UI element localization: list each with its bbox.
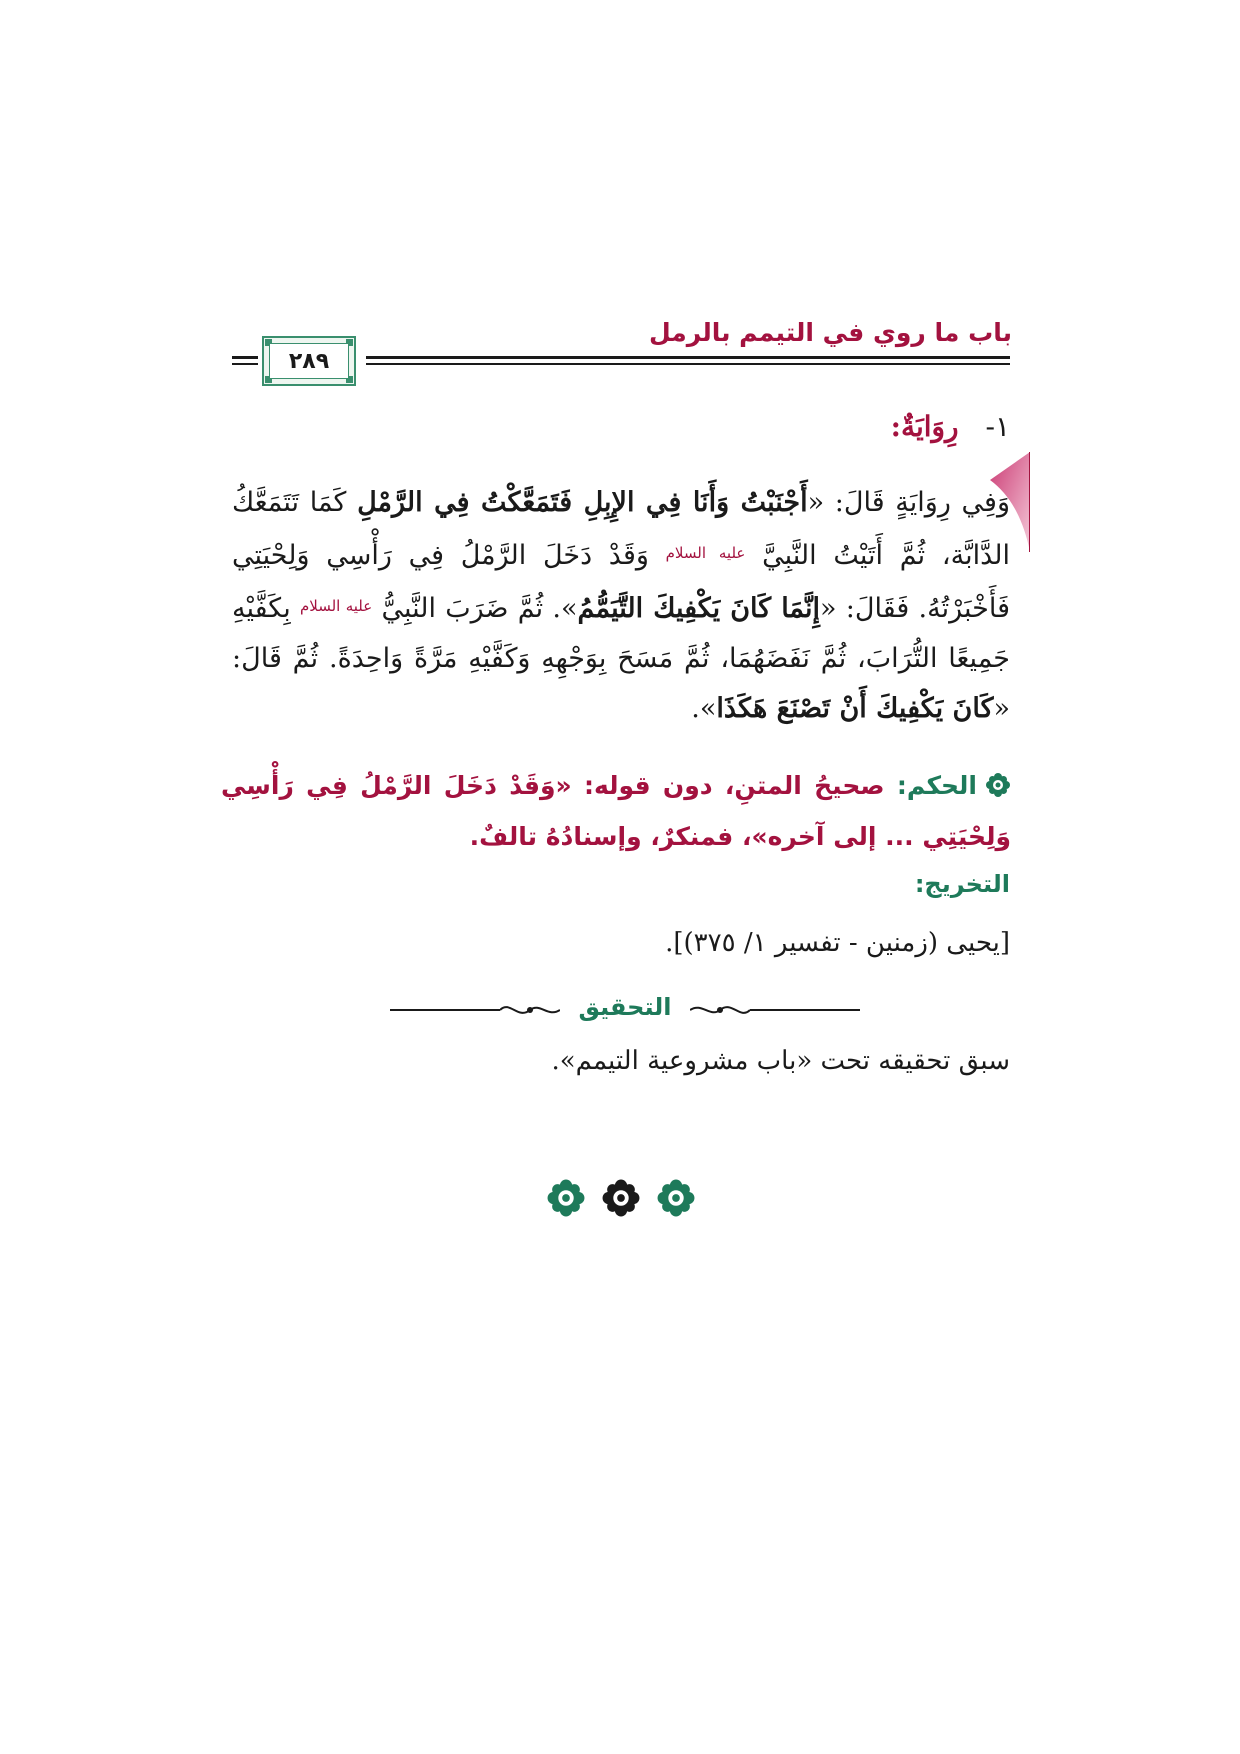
header-rule-right (366, 356, 1010, 368)
hadith-text-part: بِكَفَّيْهِ جَمِيعًا التُّرَابَ، ثُمَّ نَفَضَهُمَا، ثُمَّ مَسَحَ بِوَجْهِهِ وَكَفَّيْهِ مَرَّةً وَاحِدَةً. ثُمَّ قَالَ: « (232, 593, 1010, 724)
section-heading (891, 410, 1010, 443)
hadith-quote: أَجْنَبْتُ وَأَنَا فِي الإِبِلِ فَتَمَعَّكْتُ فِي الرَّمْلِ (357, 487, 808, 518)
hadith-text-part: كَمَا تَتَمَعَّكُ الدَّابَّة، ثُمَّ أَتَيْتُ النَّبِيَّ (232, 487, 1010, 571)
header-rule-left (232, 356, 258, 368)
section-title: رِوَايَةٌ: (890, 410, 959, 443)
flower-icon (656, 1178, 696, 1218)
takhrij-heading: التخريج: (914, 870, 1010, 898)
hadith-quote: كَانَ يَكْفِيكَ أَنْ تَصْنَعَ هَكَذَا (716, 693, 994, 724)
flower-icon (985, 772, 1011, 798)
tahqiq-heading: التحقيق (578, 993, 672, 1021)
chapter-title: باب ما روي في التيمم بالرمل (648, 318, 1012, 347)
salutation-mark: عليه السلام (299, 597, 373, 615)
takhrij-source: [يحيى (زمنين - تفسير ١/ ٣٧٥)]. (665, 928, 1010, 958)
flower-icon (601, 1178, 641, 1218)
page-number-badge (262, 336, 356, 386)
hadith-text-part: وَقَدْ دَخَلَ الرَّمْلُ فِي رَأْسِي وَلِحْيَتِي فَأَخْبَرْتُهُ. فَقَالَ: « (232, 540, 1010, 624)
tahqiq-text: سبق تحقيقه تحت «باب مشروعية التيمم». (551, 1046, 1010, 1076)
page-number: ٢٨٩ (288, 348, 330, 374)
ruling-text: صحيحُ المتنِ، دون قوله: «وَقَدْ دَخَلَ الرَّمْلُ فِي رَأْسِي وَلِحْيَتِي ... إلى آخره»، فمنكرٌ، وإسنادُهُ تالفٌ. (221, 771, 1011, 851)
hadith-text-part: ». (691, 693, 717, 724)
hadith-text-part: وَفِي رِوَايَةٍ قَالَ: « (807, 487, 1010, 518)
scroll-ornament-icon (690, 998, 750, 1022)
hadith-quote: إِنَّمَا كَانَ يَكْفِيكَ التَّيَمُّمُ (577, 593, 821, 624)
tahqiq-divider (390, 990, 860, 1030)
scroll-ornament-icon (500, 998, 560, 1022)
section-number: ١- (985, 410, 1010, 443)
footer-ornaments (546, 1178, 696, 1222)
ruling (221, 760, 1011, 862)
ruling-label: الحكم: (896, 771, 977, 800)
hadith-text-part: ». ثُمَّ ضَرَبَ النَّبِيُّ (372, 593, 578, 624)
flower-icon (546, 1178, 586, 1218)
hadith-text (232, 478, 1010, 734)
salutation-mark: عليه السلام (665, 544, 746, 562)
